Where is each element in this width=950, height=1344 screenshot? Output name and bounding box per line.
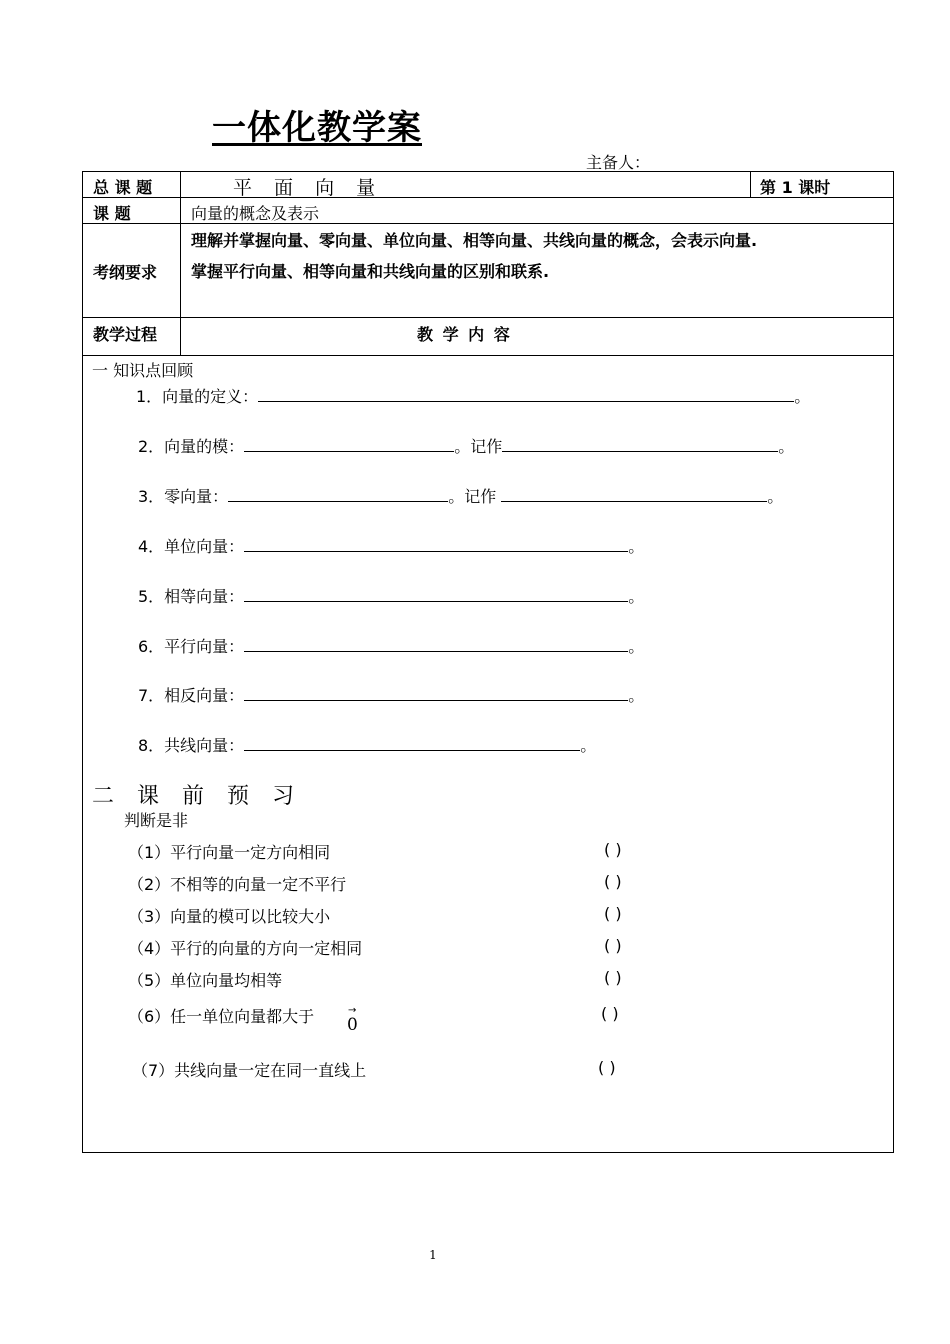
lesson-label: 课 题 (93, 204, 131, 223)
item-2 (138, 434, 794, 457)
statement-6: （6）任一单位向量都大于 (128, 1007, 315, 1026)
item-6 (138, 634, 644, 657)
requirements-line-2: 掌握平行向量、相等向量和共线向量的区别和联系. (191, 262, 550, 281)
process-row (83, 318, 893, 356)
answer-paren-2[interactable]: ( ) (604, 872, 622, 891)
item-3-blank-1[interactable] (228, 485, 448, 502)
statement-4: （4）平行的向量的方向一定相同 (128, 939, 363, 958)
item-2-end: 。 (778, 437, 795, 456)
content-label: 教 学 内 容 (417, 325, 512, 344)
item-8-blank[interactable] (244, 734, 580, 751)
preparer-label: 主备人： (586, 153, 651, 172)
item-3-mid: 。记作 (448, 487, 497, 506)
item-7-end: 。 (628, 686, 645, 705)
item-8-end: 。 (580, 736, 597, 755)
section2-subheading: 判断是非 (124, 811, 189, 830)
document-title: 一体化教学案 (212, 108, 422, 148)
item-2-blank-2[interactable] (502, 435, 778, 452)
item-7-blank[interactable] (244, 684, 628, 701)
topic-label: 总 课 题 (93, 178, 153, 197)
answer-paren-7[interactable]: ( ) (598, 1058, 616, 1077)
topic-value: 平 面 向 量 (233, 177, 384, 199)
answer-paren-5[interactable]: ( ) (604, 968, 622, 987)
item-3-blank-2[interactable] (501, 485, 767, 502)
requirements-label: 考纲要求 (93, 263, 158, 282)
requirements-line-1: 理解并掌握向量、零向量、单位向量、相等向量、共线向量的概念，会表示向量. (191, 231, 758, 250)
item-1-end: 。 (794, 387, 811, 406)
process-label: 教学过程 (93, 325, 158, 344)
item-2-blank-1[interactable] (244, 435, 454, 452)
answer-paren-6[interactable]: ( ) (601, 1004, 619, 1023)
item-4-blank[interactable] (244, 535, 628, 552)
item-5 (138, 584, 644, 607)
item-2-mid: 。记作 (454, 437, 503, 456)
item-6-label: 6．平行向量： (138, 637, 245, 656)
section2-heading: 二 课 前 预 习 (92, 784, 302, 809)
item-7 (138, 683, 644, 706)
statement-2: （2）不相等的向量一定不平行 (128, 875, 347, 894)
item-8 (138, 733, 596, 756)
item-1-blank[interactable] (258, 385, 794, 402)
vector-arrow-icon: → (348, 1005, 357, 1016)
item-5-blank[interactable] (244, 585, 628, 602)
item-1 (136, 384, 810, 407)
statement-1: （1）平行向量一定方向相同 (128, 843, 331, 862)
answer-paren-3[interactable]: ( ) (604, 904, 622, 923)
item-6-blank[interactable] (244, 635, 628, 652)
item-2-label: 2．向量的模： (138, 437, 245, 456)
statement-3: （3）向量的模可以比较大小 (128, 907, 331, 926)
item-3-label: 3．零向量： (138, 487, 229, 506)
topic-row (83, 172, 893, 198)
item-5-end: 。 (628, 587, 645, 606)
lesson-value: 向量的概念及表示 (191, 204, 320, 223)
item-3 (138, 484, 783, 507)
item-7-label: 7．相反向量： (138, 686, 245, 705)
requirements-row (83, 224, 893, 318)
page-number: 1 (429, 1248, 437, 1262)
item-4 (138, 534, 644, 557)
lesson-row (83, 198, 893, 224)
statement-5: （5）单位向量均相等 (128, 971, 283, 990)
item-4-end: 。 (628, 537, 645, 556)
statement-7: （7）共线向量一定在同一直线上 (132, 1061, 367, 1080)
item-1-label: 1．向量的定义： (136, 387, 259, 406)
item-5-label: 5．相等向量： (138, 587, 245, 606)
item-3-end: 。 (767, 487, 784, 506)
zero-vector: 0 (347, 1015, 358, 1035)
answer-paren-1[interactable]: ( ) (604, 840, 622, 859)
item-8-label: 8．共线向量： (138, 736, 245, 755)
answer-paren-4[interactable]: ( ) (604, 936, 622, 955)
item-6-end: 。 (628, 637, 645, 656)
period-label: 第 1 课时 (760, 178, 831, 197)
section1-heading: 一 知识点回顾 (92, 361, 194, 380)
item-4-label: 4．单位向量： (138, 537, 245, 556)
